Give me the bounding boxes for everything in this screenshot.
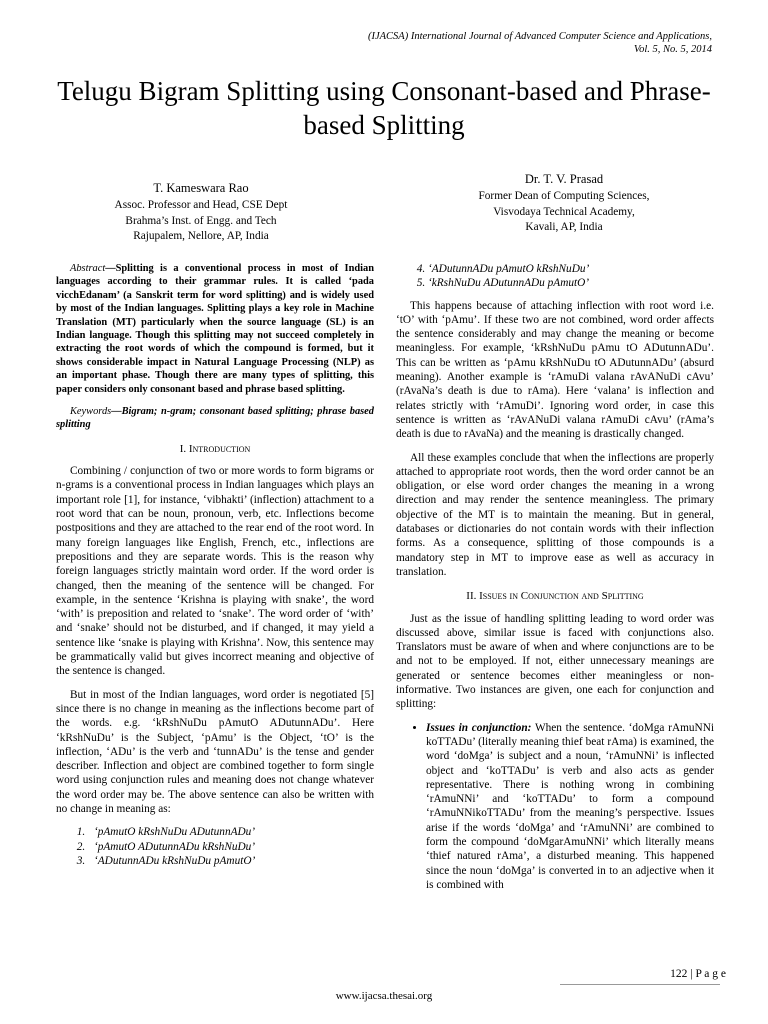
journal-header [192,30,712,56]
footer-divider [560,984,720,985]
paragraph: This happens because of attaching inflection with root word i.e. ‘tO’ with ‘pAmu’. If these two are not combined, word order affects the sentence considerably and may change the meaning or become meaningless. For example, ‘kRshNuDu pAmu tO ADutunnADu’. This can be written as ‘pAmu kRshNuDu tO ADutunnADu’ (absurd meaning). Another example is ‘rAmuDi valana rAvANuDi cAvu’ (rAvaNa’s death is due to rAma). Here ‘valana’ is inflection and relates strictly with ‘rAmuDi’. Ignoring word order, in case this sentence is written as ‘rAvANuDi valana rAmuDi cAvu’ (rAma’s death is due to rAvaNa) and the meaning is drastically changed. [396,299,714,441]
issue-lead: Issues in conjunction: [426,721,532,734]
keywords [56,405,374,432]
journal-line-1: (IJACSA) International Journal of Advanced Computer Science and Applications, [367,31,712,42]
paper-title: Telugu Bigram Splitting using Consonant-based and Phrase-based Splitting [57,76,711,140]
page-number: 122 [670,968,688,980]
author-2-location: Kavali, AP, India [525,221,603,233]
author-2-name: Dr. T. V. Prasad [524,172,604,186]
example-item: 4. ‘ADutunnADu pAmutO kRshNuDu’ [428,262,714,276]
abstract-text: —Splitting is a conventional process in most of Indian languages according to their grammar rules. It is called ‘pada vicchEdanam’ (a Sanskrit term for word splitting) and is widely used by most of the Indian languages. Splitting plays a key role in Machine Translation (MT) particularly when the source language (SL) is an Indian language. Though this splitting may not succeed completely in extracting the root words of which the compound is formed, but it shows considerable impact in Natural Language Processing (NLP) as an important phase. Though there are many types of splitting, this paper considers only consonant based and phrase based splitting. [56,263,374,395]
abstract-label: Abstract [70,263,106,274]
example-item: 5. ‘kRshNuDu ADutunnADu pAmutO’ [428,276,714,290]
author-2-institute: Visvodaya Technical Academy, [493,205,635,218]
issue-item [426,721,714,893]
example-item: 1. ‘pAmutO kRshNuDu ADutunnADu’ [88,825,374,839]
section-heading-issues: II. Issues in Conjunction and Splitting [466,590,644,603]
paragraph: Combining / conjunction of two or more words to form bigrams or n-grams is a conventional process in Indian languages which plays an important role [1], for instance, ‘vibhakti’ (inflection) attachment to a root word that can be noun, pronoun, verb, etc. Inflections become postpositions and they are attached to the rear end of the root word. In many foreign languages like English, French, etc., inflections are prepositions and they are separate words. This is the reason why foreign languages strictly maintain word order. If the word order is changed, then the meaning of the sentence will be changed. For example, in the sentence ‘Krishna is playing with snake’, the word ‘with’ is preposition and related to ‘snake’. The word order of ‘with’ and ‘snake’ should not be disturbed, and if changed, it may yield a sentence like ‘snake is playing with Krishna’. Now, this sentence may be grammatically valid but gives incorrect meaning and objective of the sentence is changed. [56,465,374,678]
author-1-institute: Brahma’s Inst. of Engg. and Tech [125,214,277,227]
page-label: | P a g e [687,968,726,980]
issue-text: When the sentence. ‘doMga rAmuNNi koTTADu’ (literally meaning thief beat rAma) is examined, the word ‘doMga’ is subject and a noun, ‘rAmuNNi’ is inflected object and ‘koTTADu’ is verb and also acts as gender representative. There is nothing wrong in combining ‘rAmuNNi’ and ‘koTTADu’ to form a compound ‘rAmuNNikoTTADu’ from the meaning’s perspective. Issues arise if the words ‘doMga’ and ‘rAmuNNi’ are combined to form the compound ‘doMgarAmuNNi’ which literally means ‘thief natured rAma’, a disturbed meaning. This happened since the noun ‘doMga’ is converted in to an adjective when it is combined with [426,721,714,891]
keywords-text: —Bigram; n-gram; consonant based splitting; phrase based splitting [56,406,374,431]
paragraph: Just as the issue of handling splitting leading to word order was discussed above, similar issue is faced with conjunctions also. Translators must be aware of when and where conjunctions are to be and not to be employed. If not, either unnecessary meanings are generated or sentence becomes either meaningless or non-informative. Two instances are given, one each for conjunction and splitting: [396,612,714,711]
issues-list [396,721,714,893]
author-1-location: Rajupalem, Nellore, AP, India [133,230,269,242]
author-2-affiliation: Former Dean of Computing Sciences, [478,190,650,202]
example-list [56,825,374,868]
example-item: 2. ‘pAmutO ADutunnADu kRshNuDu’ [88,840,374,854]
example-list-continued [396,262,714,291]
author-1-affiliation: Assoc. Professor and Head, CSE Dept [114,199,288,211]
journal-url: www.ijacsa.thesai.org [335,990,433,1002]
author-1 [56,179,346,245]
abstract [56,262,374,396]
left-column [56,262,374,876]
paragraph: But in most of the Indian languages, word order is negotiated [5] since there is no change in meaning as the inflections become part of the words. e.g. ‘kRshNuDu pAmutO ADutunnADu’. Here ‘kRshNuDu’ is the Subject, ‘pAmu’ is the Object, ‘tO’ is the inflection, ‘ADu’ is the verb and ‘tunnADu’ is the tense and gender describer. Inflection and object are combined together to form single word using conjunction rules and meaning does not change whatever the word order may be. The above sentence can also be written with no change in meaning as: [56,688,374,815]
journal-line-2: Vol. 5, No. 5, 2014 [633,44,712,55]
keywords-label: Keywords [70,406,112,418]
author-1-name: T. Kameswara Rao [153,181,249,195]
page-footer [606,968,726,980]
right-column [396,262,714,892]
example-item: 3. ‘ADutunnADu kRshNuDu pAmutO’ [88,854,374,868]
author-2 [414,170,714,236]
paragraph: All these examples conclude that when the inflections are properly attached to appropriate root words, then the word order cannot be an obligation, or else word order changes the meaning in a wrong direction and may render the sentence meaningless. The primary objective of the MT is to maintain the meaning. But in general, databases or dictionaries do not contain words with their inflection forms. As a consequence, splitting of those compounds is a mandatory step in MT to improve ease as well as accuracy in translation. [396,451,714,578]
section-heading-introduction: I. Introduction [179,442,251,455]
